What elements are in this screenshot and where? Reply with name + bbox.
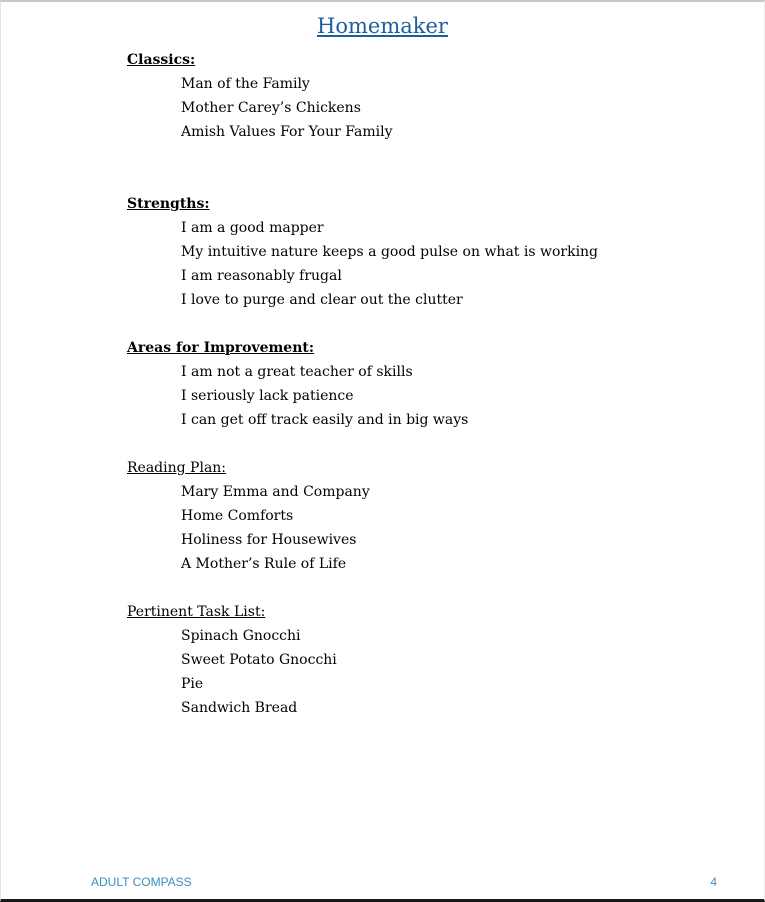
section-strengths xyxy=(127,192,724,312)
list-item: Amish Values For Your Family xyxy=(181,124,393,140)
list-item: I seriously lack patience xyxy=(181,388,354,404)
page-number: 4 xyxy=(710,875,717,889)
section-heading: Reading Plan: xyxy=(127,460,227,476)
list-item: A Mother’s Rule of Life xyxy=(181,556,347,572)
list-item: Mother Carey’s Chickens xyxy=(181,100,361,116)
section-pertinent-task-list xyxy=(127,600,724,720)
list-item: Holiness for Housewives xyxy=(181,532,357,548)
list-item: I can get off track easily and in big ways xyxy=(181,412,469,428)
section-heading: Classics: xyxy=(127,52,196,68)
page-title: Homemaker xyxy=(317,14,448,38)
list-item: Home Comforts xyxy=(181,508,294,524)
list-item: I am not a great teacher of skills xyxy=(181,364,413,380)
section-heading: Pertinent Task List: xyxy=(127,604,266,620)
list-item: My intuitive nature keeps a good pulse on what is working xyxy=(181,244,599,260)
list-item: Man of the Family xyxy=(181,76,310,92)
list-item: I love to purge and clear out the clutter xyxy=(181,292,463,308)
section-reading-plan xyxy=(127,456,724,576)
list-item: Mary Emma and Company xyxy=(181,484,370,500)
list-item: I am a good mapper xyxy=(181,220,324,236)
list-item: Spinach Gnocchi xyxy=(181,628,301,644)
list-item: Sandwich Bread xyxy=(181,700,298,716)
list-item: Pie xyxy=(181,676,204,692)
section-heading: Strengths: xyxy=(127,196,210,212)
section-classics xyxy=(127,48,724,144)
footer-document-label: ADULT COMPASS xyxy=(91,875,192,889)
list-item: I am reasonably frugal xyxy=(181,268,342,284)
section-areas-for-improvement xyxy=(127,336,724,432)
list-item: Sweet Potato Gnocchi xyxy=(181,652,337,668)
page-footer xyxy=(1,875,764,889)
document-body xyxy=(127,48,724,720)
section-heading: Areas for Improvement: xyxy=(127,340,315,356)
